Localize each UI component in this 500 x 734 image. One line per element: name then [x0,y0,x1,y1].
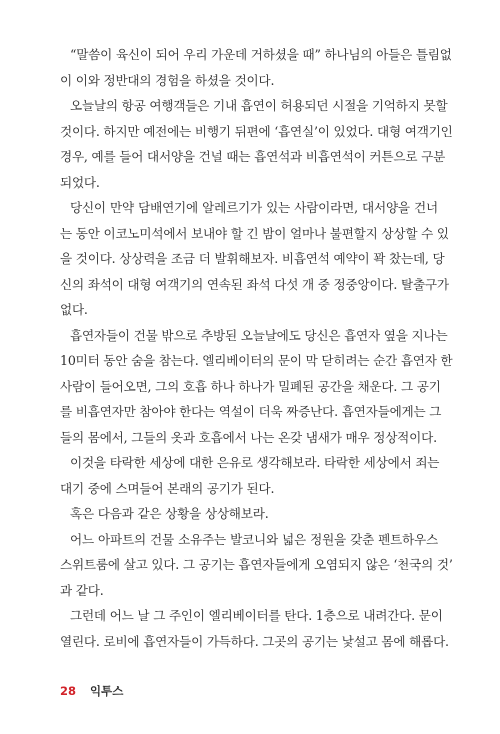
paragraph [60,323,453,451]
text-line: 들의 몸에서, 그들의 옷과 호흡에서 나는 온갖 냄새가 매우 정상적이다. [60,429,437,445]
text-line: 없다. [60,302,88,317]
paragraph [60,450,438,501]
text-line: 경우, 예를 들어 대서양을 건널 때는 흡연석과 비흡연석이 커튼으로 구분 [60,149,446,164]
text-line: 스위트룸에 살고 있다. 그 공기는 흡연자들에게 오염되지 않은 ‘천국의 것’ [60,557,453,572]
paragraph [60,195,449,323]
text-line: 과 같다. [60,582,104,598]
text-line: 오늘날의 항공 여행객들은 기내 흡연이 허용되던 시절을 기억하지 못할 [70,98,448,113]
text-line: 를 비흡연자만 참아야 한다는 역설이 더욱 짜증난다. 흡연자들에게는 그 [60,404,442,419]
text-line: 그런데 어느 날 그 주인이 엘리베이터를 탄다. 1층으로 내려간다. 문이 [70,608,443,623]
text-line: 신의 좌석이 대형 여객기의 연속된 좌석 다섯 개 중 정중앙이다. 탈출구가 [60,276,449,292]
text-line: 10미터 동안 숨을 참는다. 엘리베이터의 문이 막 닫히려는 순간 흡연자 한 [60,353,453,368]
text-line: 사람이 들어오면, 그의 호흡 하나 하나가 밀폐된 공간을 채운다. 그 공기 [60,378,441,394]
text-line: 당신이 만약 담배연기에 알레르기가 있는 사람이라면, 대서양을 건너 [70,200,438,215]
text-line: 이 이와 정반대의 경험을 하셨을 것이다. [60,72,275,88]
body-text [60,42,453,654]
text-line: 것이다. 하지만 예전에는 비행기 뒤편에 ‘흡연실’이 있었다. 대형 여객기인 [60,123,453,139]
text-line: 되었다. [60,174,100,190]
text-line: 흡연자들이 건물 밖으로 추방된 오늘날에도 당신은 흡연자 옆을 지나는 [70,327,448,343]
text-line: “말씀이 육신이 되어 우리 가운데 거하셨을 때” 하나님의 아들은 틀림없 [70,47,452,62]
text-line: 을 것이다. 상상력을 조금 더 발휘해보자. 비흡연석 예약이 꽉 찼는데, 당 [60,251,445,266]
page-footer [60,683,123,699]
paragraph [60,603,449,654]
paragraph [60,93,453,195]
text-line: 혹은 다음과 같은 상황을 상상해보라. [70,506,269,521]
text-line: 는 동안 이코노미석에서 보내야 할 긴 밤이 얼마나 불편할지 상상할 수 있 [60,225,449,241]
text-line: 열린다. 로비에 흡연자들이 가득하다. 그곳의 공기는 낯설고 몸에 해롭다. [60,633,449,649]
page-number: 28 [60,684,77,698]
paragraph [60,527,453,604]
text-line: 어느 아파트의 건물 소유주는 발코니와 넓은 정원을 갖춘 펜트하우스 [70,531,438,547]
text-line: 이것을 타락한 세상에 대한 은유로 생각해보라. 타락한 세상에서 죄는 [70,455,440,470]
paragraph [60,501,438,527]
book-title: 익투스 [90,684,124,698]
text-line: 대기 중에 스며들어 본래의 공기가 된다. [60,480,275,496]
paragraph [60,42,452,93]
